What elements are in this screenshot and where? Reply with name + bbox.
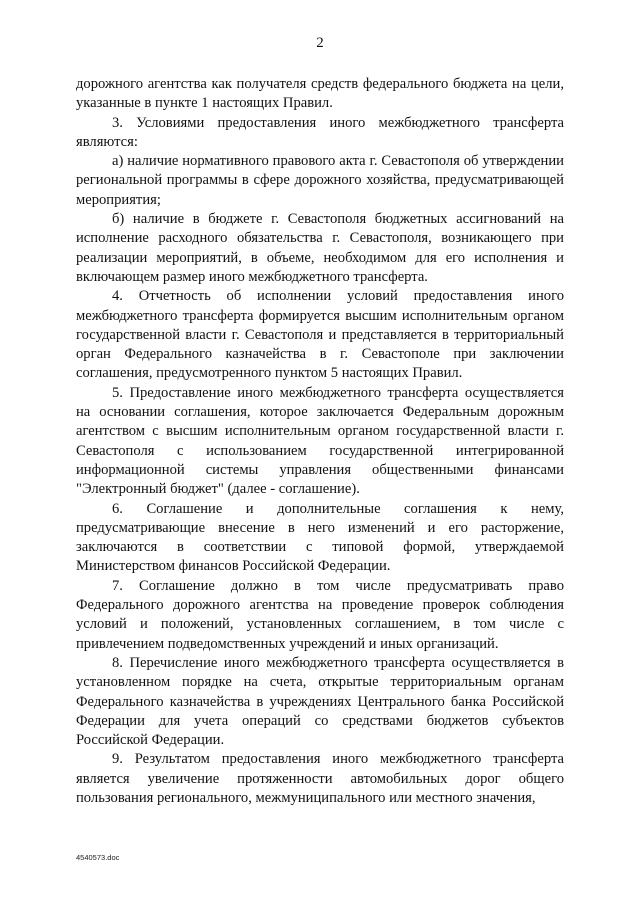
paragraph-continuation: дорожного агентства как получателя средств федерального бюджета на цели, указанные в пункте 1 настоящих Правил. — [76, 76, 564, 112]
document-file-code: 4540573.doc — [76, 853, 120, 862]
page-number: 2 — [316, 35, 324, 51]
document-body — [76, 75, 564, 808]
paragraph-clause-3: 3. Условиями предоставления иного межбюджетного трансферта являются: — [76, 114, 564, 150]
paragraph-clause-8: 8. Перечисление иного межбюджетного трансферта осуществляется в установленном порядке на счета, открытые территориальным органам Федерального казначейства в учреждениях Центрального банка Российской Федерации для учета операций со средствами бюджетов субъектов Российской Федерации. — [76, 654, 564, 749]
paragraph-clause-9: 9. Результатом предоставления иного межбюджетного трансферта является увеличение протяженности автомобильных дорог общего пользования регионального, межмуниципального или местного значения, — [76, 751, 564, 806]
paragraph-clause-7: 7. Соглашение должно в том числе предусматривать право Федерального дорожного агентства на проведение проверок соблюдения условий и положений, установленных соглашением, в том числе с привлечением подведомственных учреждений и иных организаций. — [76, 577, 564, 652]
paragraph-clause-6: 6. Соглашение и дополнительные соглашения к нему, предусматривающие внесение в него изменений и его расторжение, заключаются в соответствии с типовой формой, утверждаемой Министерством финансов Российской Федерации. — [76, 500, 564, 575]
paragraph-clause-5: 5. Предоставление иного межбюджетного трансферта осуществляется на основании соглашения, которое заключается Федеральным дорожным агентством с высшим исполнительным органом государственной власти г. Севастополя с использованием государственной интегрированной информационной системы управления общественными финансами "Электронный бюджет" (далее - соглашение). — [76, 384, 564, 498]
paragraph-clause-3a: а) наличие нормативного правового акта г. Севастополя об утверждении региональной программы в сфере дорожного хозяйства, предусматривающей мероприятия; — [76, 153, 564, 208]
paragraph-clause-3b: б) наличие в бюджете г. Севастополя бюджетных ассигнований на исполнение расходного обязательства г. Севастополя, возникающего при реализации мероприятий, в объеме, необходимом для его исполнения и включающем размер иного межбюджетного трансферта. — [76, 211, 564, 285]
paragraph-clause-4: 4. Отчетность об исполнении условий предоставления иного межбюджетного трансферта формируется высшим исполнительным органом государственной власти г. Севастополя и представляется в территориальный орган Федерального казначейства в г. Севастополе при заключении соглашения, предусмотренного пунктом 5 настоящих Правил. — [76, 288, 564, 382]
